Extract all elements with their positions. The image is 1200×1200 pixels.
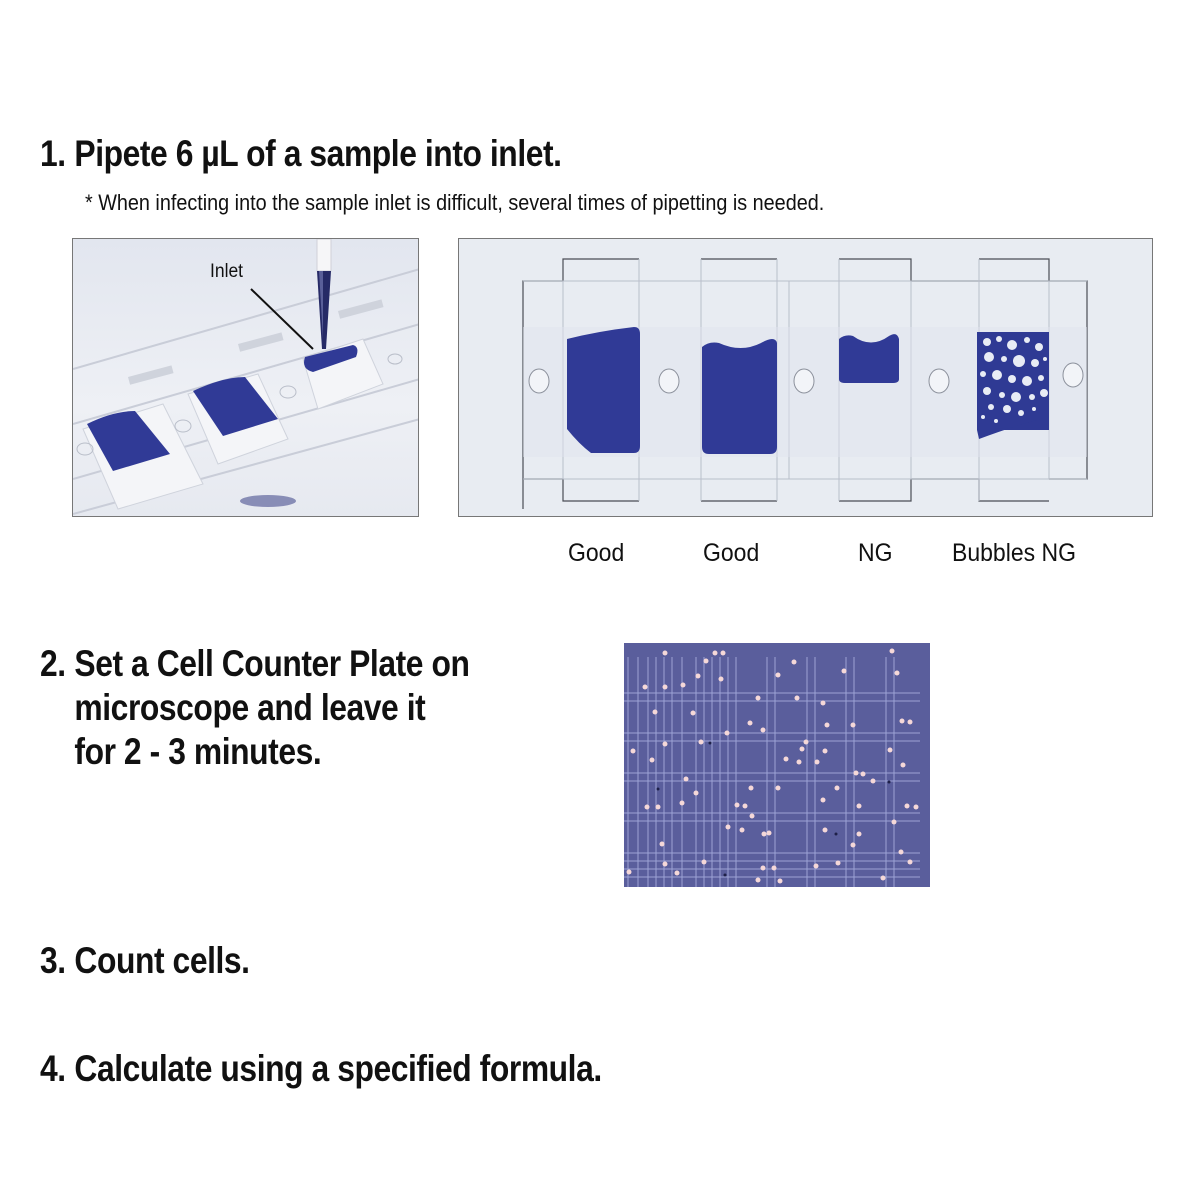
step-1-number: 1. <box>40 133 66 174</box>
inlet-callout-label: Inlet <box>210 261 244 282</box>
step-1-note: * When infecting into the sample inlet is difficult, several times of pipetting is needed. <box>85 190 825 215</box>
step-1-title <box>40 135 562 172</box>
step-2-line-2: microscope and leave it <box>74 687 426 728</box>
pipetting-illustration <box>73 239 419 517</box>
step-3-number: 3. <box>40 940 66 981</box>
step-2-title <box>40 642 469 774</box>
step-2-number: 2. <box>40 643 66 684</box>
chambers-illustration <box>459 239 1153 517</box>
chamber-label-2: Good <box>703 539 760 567</box>
step-2-line-3: for 2 - 3 minutes. <box>74 731 322 772</box>
step-3-text: Count cells. <box>74 940 250 981</box>
chamber-label-1: Good <box>568 539 625 567</box>
microscope-photo <box>624 643 930 887</box>
step-1-text: Pipete 6 µL of a sample into inlet. <box>74 133 562 174</box>
step-4-title <box>40 1050 602 1087</box>
chamber-label-4: Bubbles NG <box>952 539 1077 567</box>
step-4-number: 4. <box>40 1048 66 1089</box>
step-4-text: Calculate using a specified formula. <box>74 1048 602 1089</box>
pipetting-photo <box>72 238 419 517</box>
chambers-photo <box>458 238 1153 517</box>
step-3-title <box>40 942 250 979</box>
chamber-label-3: NG <box>858 539 893 567</box>
step-2-line-1: Set a Cell Counter Plate on <box>74 643 470 684</box>
microscope-grid-illustration <box>624 643 930 887</box>
